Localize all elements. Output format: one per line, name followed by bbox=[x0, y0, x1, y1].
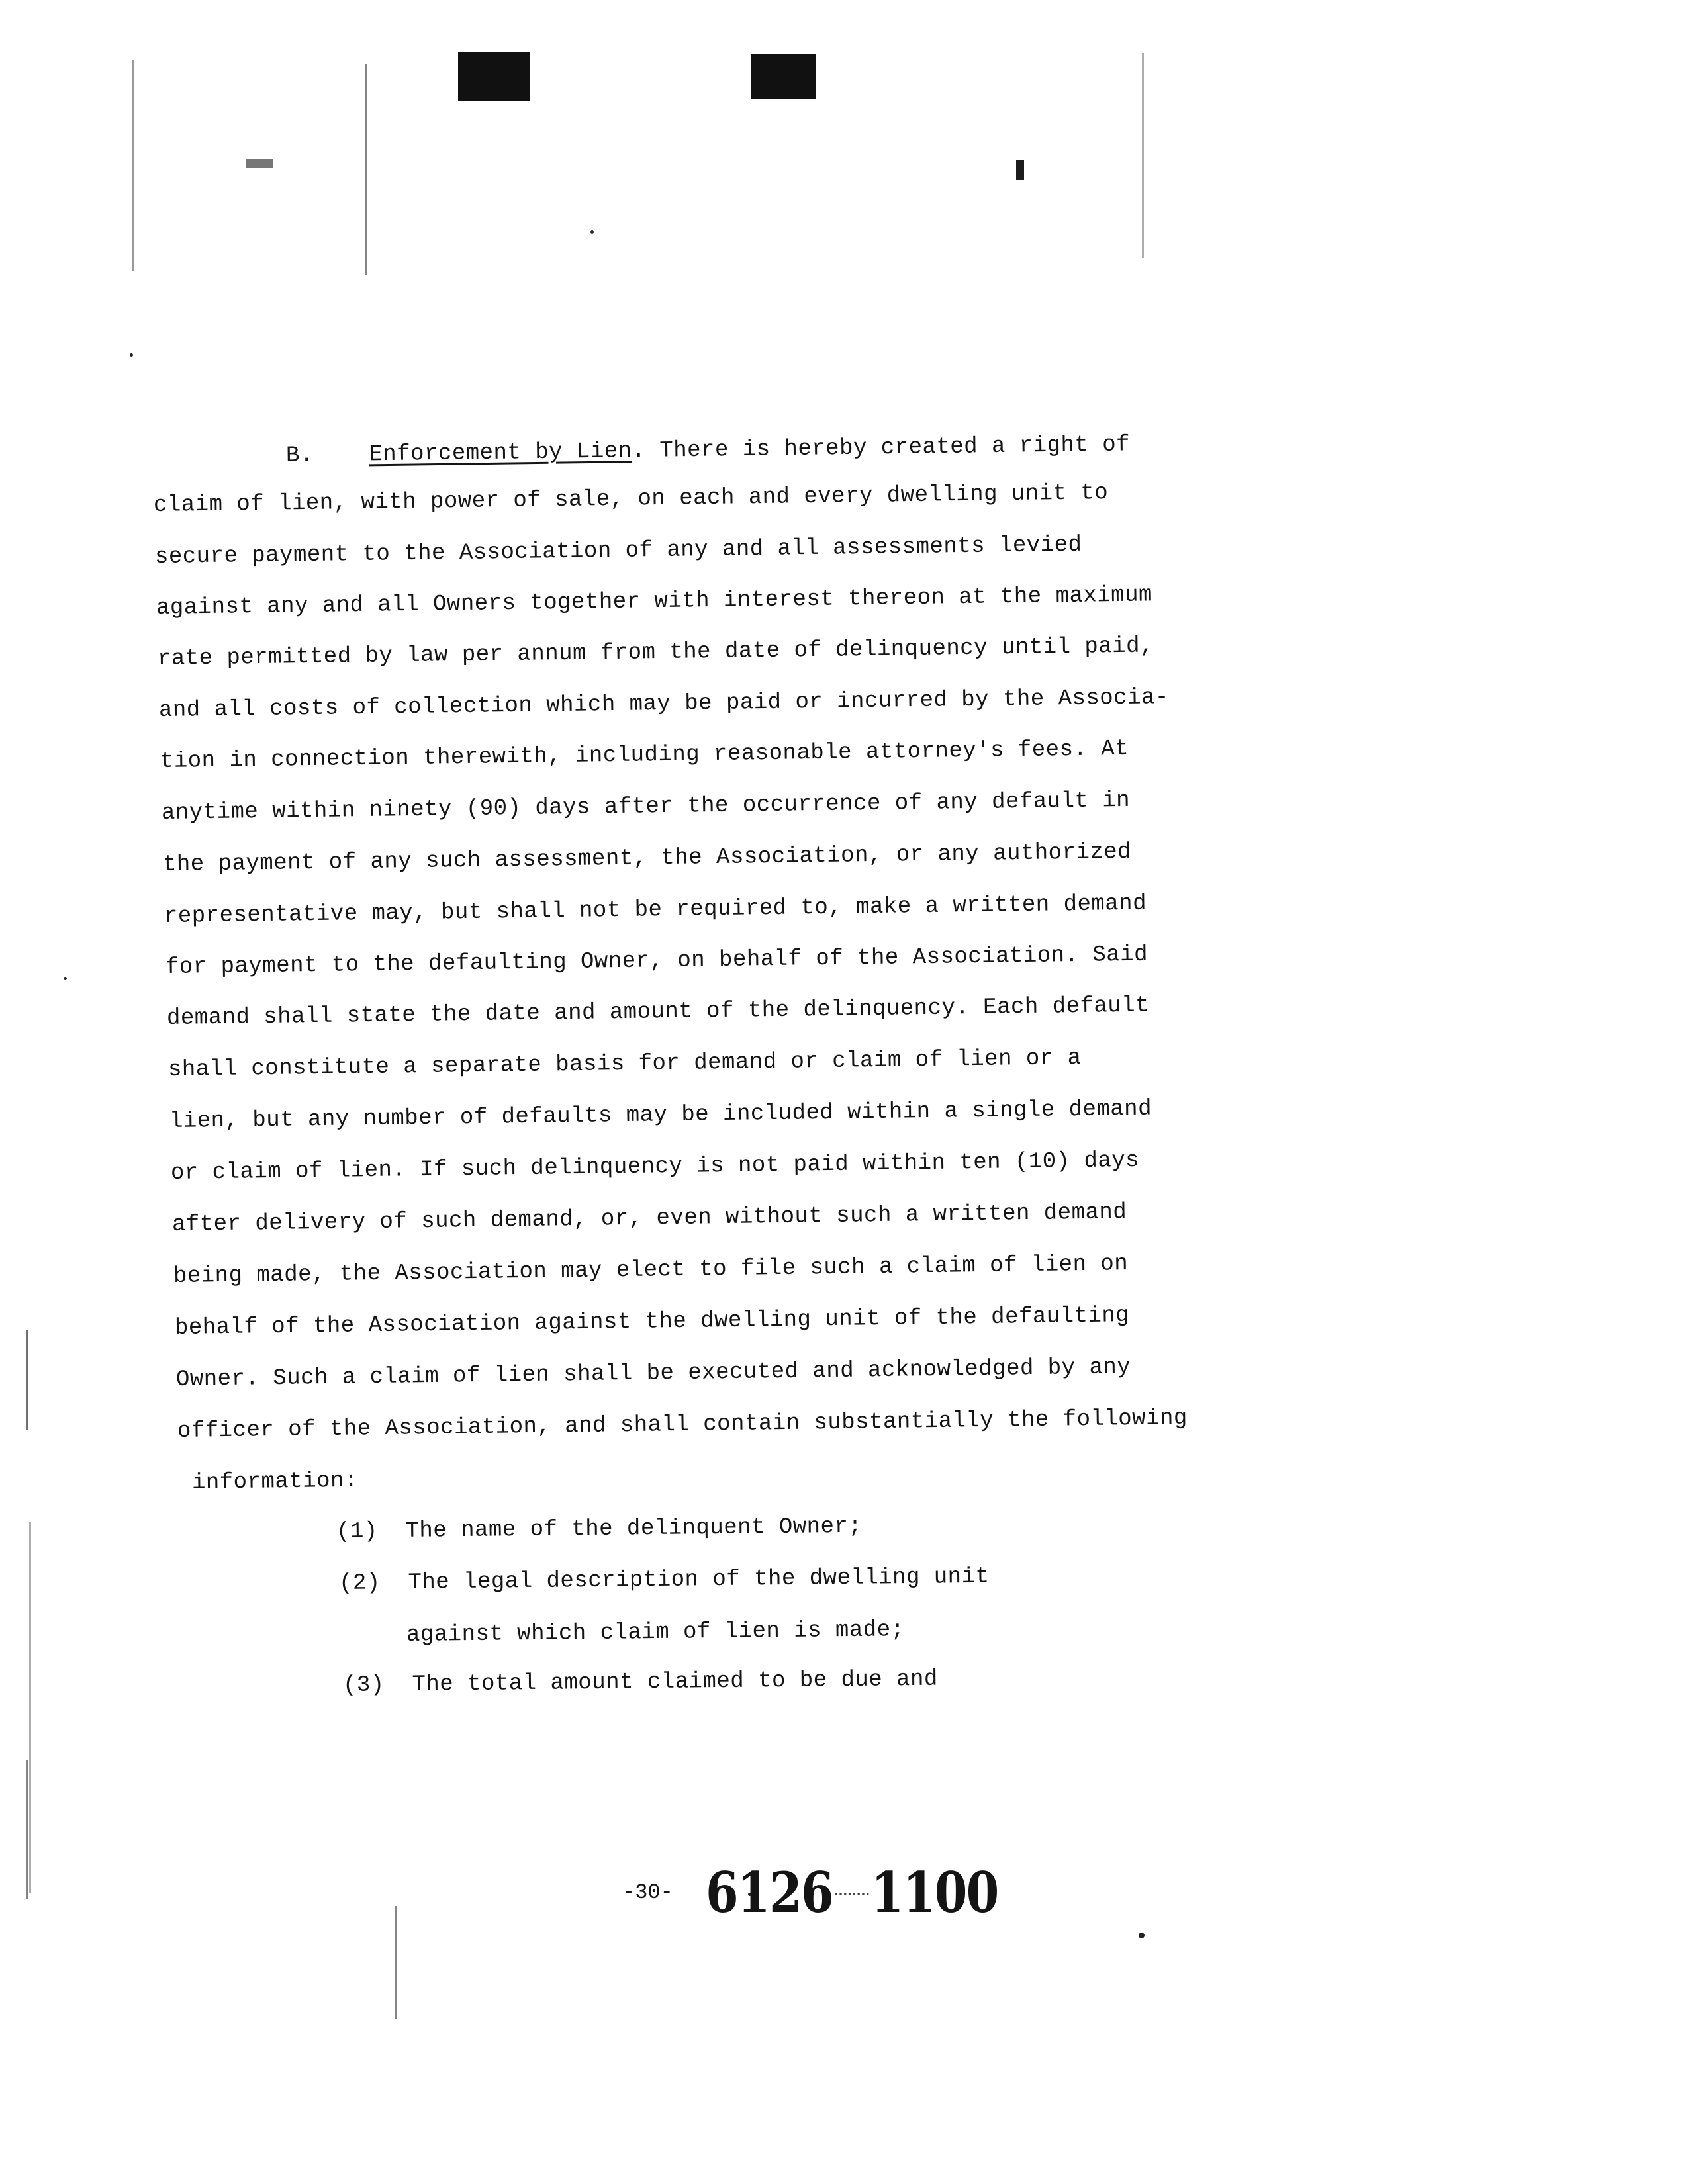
stamp-page-number: 1100 bbox=[871, 1860, 999, 1925]
scan-edge-line bbox=[26, 1330, 28, 1430]
paragraph-line: information: bbox=[191, 1468, 359, 1496]
list-item-text: The total amount claimed to be due and bbox=[412, 1666, 939, 1698]
paragraph-line: Owner. Such a claim of lien shall be executed and acknowledged by any bbox=[175, 1355, 1131, 1392]
scan-speck bbox=[246, 159, 273, 168]
paragraph-line: and all costs of collection which may be paid or incurred by the Associa- bbox=[158, 685, 1170, 723]
scan-speck bbox=[130, 353, 133, 357]
section-title: Enforcement by Lien bbox=[369, 439, 632, 468]
scan-edge-line bbox=[1142, 53, 1144, 258]
list-item-number: (1) bbox=[336, 1519, 378, 1545]
scan-edge-line bbox=[395, 1906, 397, 2019]
scan-edge-line bbox=[132, 60, 134, 271]
section-heading-text: . There is hereby created a right of bbox=[632, 432, 1131, 465]
paragraph-line: being made, the Association may elect to file such a claim of lien on bbox=[173, 1251, 1129, 1289]
scan-edge-line bbox=[26, 1760, 28, 1899]
scan-edge-line bbox=[29, 1522, 31, 1893]
scan-speck bbox=[64, 977, 67, 980]
page-footer bbox=[622, 1860, 1050, 1925]
paragraph-line: the payment of any such assessment, the Association, or any authorized bbox=[162, 839, 1132, 878]
list-item-text: The legal description of the dwelling unit bbox=[408, 1564, 990, 1596]
list-item-text: against which claim of lien is made; bbox=[406, 1617, 905, 1648]
scan-speck bbox=[1139, 1933, 1145, 1938]
paragraph-line: lien, but any number of defaults may be included within a single demand bbox=[169, 1096, 1152, 1134]
book-number: 6126 bbox=[706, 1860, 833, 1925]
list-item-text: The name of the delinquent Owner; bbox=[405, 1514, 863, 1544]
list-item bbox=[339, 1565, 990, 1596]
list-item-number: (3) bbox=[342, 1672, 385, 1698]
list-item bbox=[336, 1514, 863, 1545]
paragraph-line: shall constitute a separate basis for demand or claim of lien or a bbox=[167, 1045, 1082, 1083]
list-item bbox=[343, 1667, 938, 1698]
list-item bbox=[406, 1617, 905, 1648]
paragraph-line: tion in connection therewith, including reasonable attorney's fees. At bbox=[160, 736, 1129, 774]
scan-speck bbox=[590, 230, 594, 234]
page-number: -30- bbox=[622, 1880, 673, 1905]
paragraph-line: demand shall state the date and amount of the delinquency. Each default bbox=[166, 993, 1150, 1031]
list-item-number: (2) bbox=[338, 1570, 381, 1596]
paragraph-line: rate permitted by law per annum from the date of delinquency until paid, bbox=[157, 633, 1154, 672]
scan-smudge-left bbox=[458, 52, 530, 101]
scan-speck bbox=[1016, 160, 1024, 180]
paragraph-line: representative may, but shall not be required to, make a written demand bbox=[164, 891, 1147, 929]
recording-stamp bbox=[706, 1860, 998, 1925]
paragraph-line: secure payment to the Association of any and all assessments levied bbox=[154, 532, 1082, 570]
paragraph-line: or claim of lien. If such delinquency is not paid within ten (10) days bbox=[170, 1148, 1140, 1186]
paragraph-line: against any and all Owners together with interest thereon at the maximum bbox=[156, 582, 1153, 621]
stamp-smudge bbox=[835, 1893, 869, 1902]
paragraph-line: for payment to the defaulting Owner, on behalf of the Association. Said bbox=[165, 942, 1149, 980]
scan-smudge-right bbox=[751, 54, 816, 99]
section-label: B. bbox=[285, 443, 314, 469]
section-heading bbox=[286, 432, 1131, 469]
paragraph-line: claim of lien, with power of sale, on each and every dwelling unit to bbox=[153, 480, 1109, 518]
paragraph-line: officer of the Association, and shall contain substantially the following bbox=[177, 1406, 1188, 1444]
paragraph-line: after delivery of such demand, or, even without such a written demand bbox=[171, 1200, 1127, 1238]
paragraph-line: behalf of the Association against the dwelling unit of the defaulting bbox=[174, 1303, 1130, 1341]
paragraph-line: anytime within ninety (90) days after the occurrence of any default in bbox=[161, 788, 1131, 826]
scan-edge-line bbox=[365, 64, 367, 275]
